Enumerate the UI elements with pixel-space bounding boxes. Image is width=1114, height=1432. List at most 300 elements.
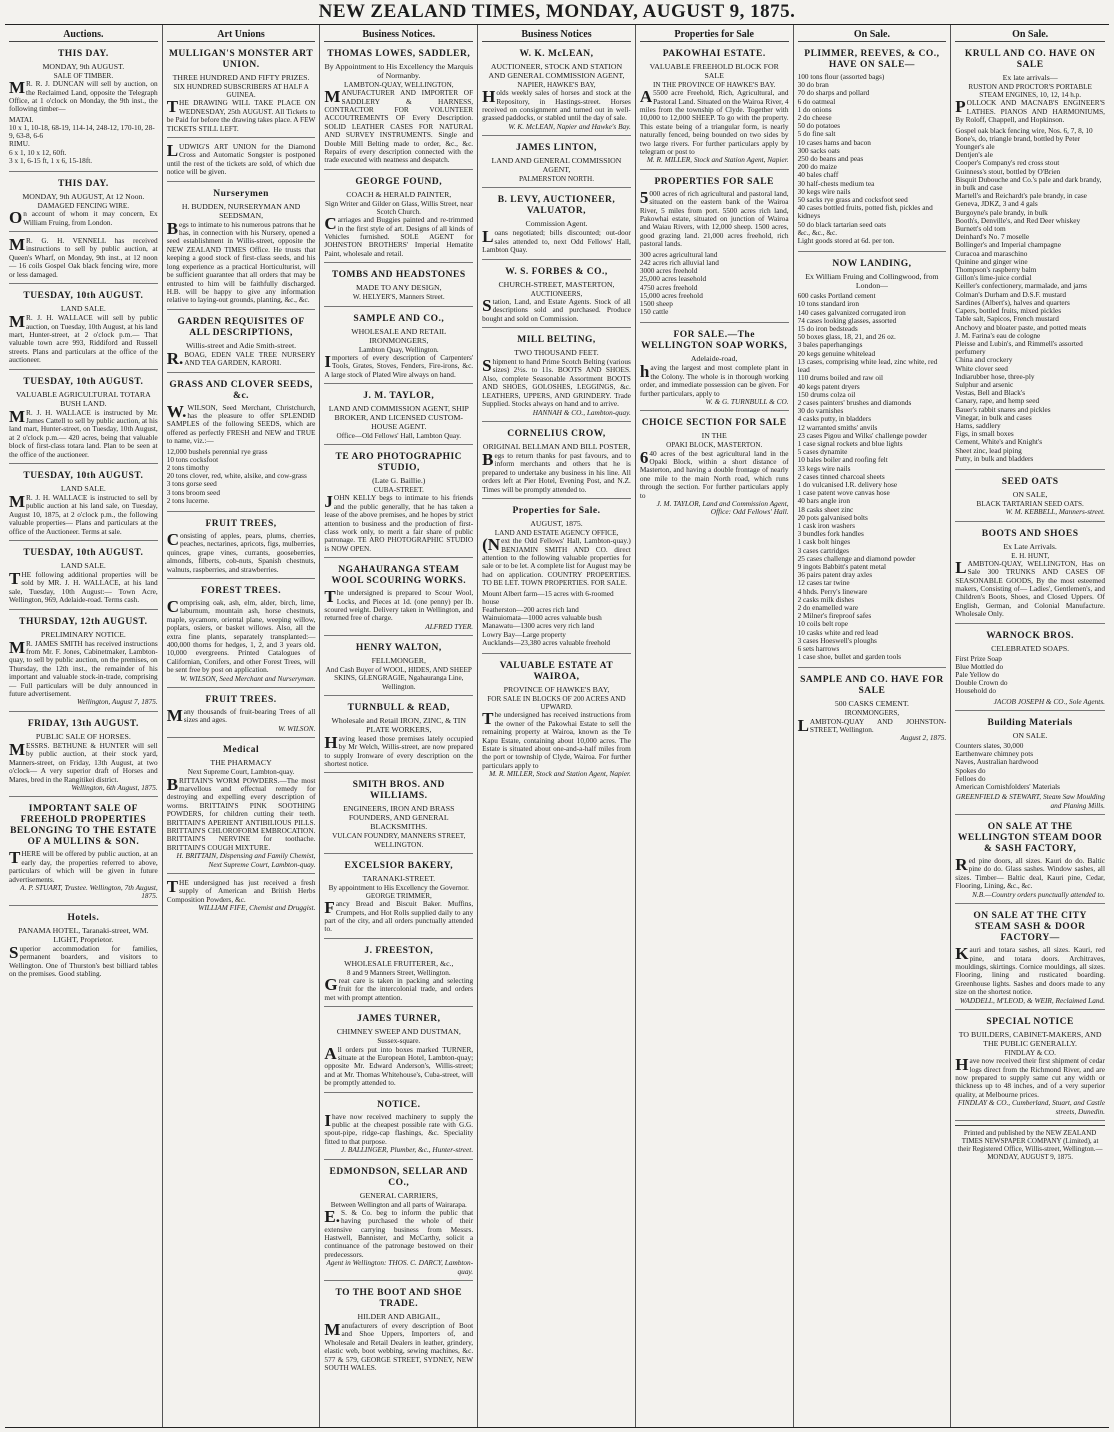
list-item: &c., &c., &c. — [797, 227, 838, 237]
advertisement — [9, 715, 158, 797]
advertisement — [955, 473, 1105, 522]
ad-body-text: having the largest and most complete plant in the Colony. The whole is in thorough working order, and immediate possession can be given. For further particulars, apply to — [639, 362, 789, 398]
ad-tagline: PALMERSTON NORTH. — [518, 175, 595, 184]
ad-signature: FINDLAY & CO., Cumberland, Stuart, and Castle streets, Dunedin. — [957, 1098, 1105, 1116]
ad-headline: WARNOCK BROS. — [986, 630, 1075, 641]
list-item: 40 bales chaff — [797, 170, 839, 180]
list-item: Indiarubber hose, three-ply — [955, 371, 1035, 381]
list-item: Household do — [955, 686, 997, 696]
ad-item-list — [955, 742, 1105, 791]
ad-tagline: By appointment to His Excellency the Governor. GEORGE TRIMMER, — [328, 883, 469, 901]
ad-subheading: Ex Late Arrivals. — [1003, 541, 1057, 551]
ad-item-list — [798, 73, 947, 245]
list-item: 25 cases challenge and diamond powder — [797, 553, 916, 563]
ad-tagline: BLACK TARTARIAN SEED OATS. — [976, 499, 1084, 508]
ad-tagline: NAPIER, HAWKE'S BAY, — [517, 81, 596, 89]
advertisement — [9, 467, 158, 541]
advertisement — [324, 1010, 473, 1092]
advertisement — [167, 691, 316, 738]
ad-signature: H. BRITTAIN, Dispensing and Family Chemist, Next Supreme Court, Lambton-quay. — [176, 851, 316, 869]
ad-tagline: Office—Old Fellows' Hall, Lambton Quay. — [336, 431, 462, 440]
ad-body-text: E.S. & Co. beg to inform the public that having purchased the whole of their extensive carrying business from Messrs. Hastwell, Bannister, and McCarthy, solicit a continuance of the patronage bestowed on their predecessors. — [324, 1206, 474, 1259]
list-item: 12,000 bushels perennial rye grass — [166, 446, 268, 456]
ad-body-text: Importers of every description of Carpenters' Tools, Grates, Stoves, Fenders, Fire-irons, &c. A large stock of Plated Wire always on hand. — [324, 351, 474, 379]
list-item: Thompson's raspberry balm — [955, 265, 1037, 275]
list-item: 10 casks white and red lead — [797, 627, 879, 637]
column-2 — [163, 25, 321, 1427]
ad-body-text: Comprising oak, ash, elm, alder, birch, lime, laburnum, mountain ash, horse chestnuts, maple, sycamore, oriental plane, weeping willow, poplars, osiers, or basket willows. Also, all the extra fine plants, separately transplanted:— 400,000 thorns for hedges, 1, 2, and 3 years old. 10,000 evergreens. Printed Catalogues of Californian, Conifers, and other Forest Trees, will be sent free by post on application. — [166, 597, 316, 675]
ad-signature: Agent in Wellington: THOS. C. DARCY, Lambton-quay. — [326, 1258, 474, 1276]
ad-tagline: Next Supreme Court, Lambton-quay. — [187, 768, 295, 777]
ad-subheading: MONDAY, 9th AUGUST. — [42, 62, 125, 71]
ad-headline: THOMAS LOWES, SADDLER, — [327, 49, 471, 59]
advertisement — [798, 45, 947, 252]
ad-headline: Medical — [222, 745, 260, 756]
list-item: Dentjen's ale — [955, 150, 993, 160]
advertisement — [324, 857, 473, 939]
column-heading: Art Unions — [167, 28, 316, 42]
ad-body-text: Begs to return thanks for past favours, and to inform merchants and others that he is prepared to undertake any business in his line. All orders left at Pier Hotel, Evening Post, and N.Z. Times will be promptly attended to. — [482, 449, 631, 494]
ad-signature: WADDELL, M'LEOD, & WEIR, Reclaimed Land. — [959, 995, 1105, 1005]
ad-item-list — [955, 127, 1105, 463]
list-item: 9 ingots Babbitt's patent metal — [797, 561, 887, 571]
ad-headline: KRULL AND CO. HAVE ON SALE — [964, 49, 1096, 70]
ad-tagline: VULCAN FOUNDRY, MANNERS STREET, WELLINGTON. — [332, 832, 466, 849]
list-item: 20 kegs genuine whitelead — [797, 348, 876, 358]
ad-body-text: Shipment to hand Prime Scotch Belting (various sizes) 2½s. to 11s. BOOTS AND SHOES. Also, complete Seasonable Assortment BOOTS AND SHOES, GOLOSHES, LEGGINGS, &c. LEATHERS, UPPERS, AND GRINDERY. Trade Supplied. Stocks always on hand and to arrive. — [482, 356, 631, 409]
ad-headline: W. S. FORBES & CO., — [505, 266, 608, 277]
list-item: 2 Milner's fireproof safes — [797, 611, 872, 621]
advertisement — [167, 877, 316, 917]
list-item: 18 casks sheet zinc — [797, 504, 854, 514]
ad-headline: EXCELSIOR BAKERY, — [344, 860, 454, 871]
ad-body-text: Carriages and Buggies painted and re-trimmed in the first style of art. Designs of all kinds of Vehicles furnished. SOLE AGENT for JOHNSTON BROTHERS' Imperial Hematite Paint, wholesale and retail. — [324, 214, 474, 258]
ad-headline: GEORGE FOUND, — [355, 176, 443, 187]
ad-subheading: AUGUST, 1875. — [530, 518, 583, 528]
list-item: 30 do bran — [797, 80, 829, 90]
ad-subheading: CHURCH-STREET, MASTERTON, — [498, 279, 615, 289]
list-item: Geneva, JDKZ, 3 and 4 gals — [955, 199, 1038, 209]
ad-body-text: Many thousands of fruit-bearing Trees of all sizes and ages. — [166, 706, 316, 726]
list-item: Martell's and Reichardt's pale brandy, in case — [955, 191, 1087, 201]
list-item: Anchovy and bloater paste, and potted meats — [955, 322, 1087, 332]
list-item: 5 do fine salt — [797, 129, 836, 139]
ad-tagline: RUSTON AND PROCTOR'S PORTABLE STEAM ENGINES, 10, 12, 14 h.p. — [968, 83, 1092, 100]
list-item: 13 cases, comprising white lead, zinc white, red lead — [797, 356, 938, 375]
ad-body-text: Manufacturers of every description of Boot and Shoe Uppers, Importers of, and Wholesale and Retail Dealers in leather, grindery, elastic web, boot webbing, sewing machines, &c. 577 & 579, GEORGE STREET, SYDNEY, NEW SOUTH WALES. — [324, 1320, 474, 1373]
ad-signature: GREENFIELD & STEWART, Steam Saw Moulding and Planing Mills. — [955, 792, 1105, 810]
list-item: Naves, Australian hardwood — [955, 757, 1039, 767]
column-5 — [636, 25, 794, 1427]
list-item: 30 half-chests medium tea — [797, 178, 875, 188]
ad-subheading: WHOLESALE AND RETAIL IRONMONGERS, — [351, 326, 447, 345]
advertisement — [955, 45, 1105, 470]
ad-tagline: IRONMONGERS, — [844, 709, 900, 718]
list-item: 23 cases Pigou and Wilks' challenge powder — [797, 430, 927, 440]
ad-subheading: LAND SALE. — [60, 561, 106, 570]
ad-body-text: JOHN KELLY begs to intimate to his friends and the public generally, that he has taken a lease of the above premises, and he hopes by strict attention to business and the production of first-class work only, to merit a fair share of public patronage. TE ARO PHOTOGRAPHIC STUDIO is NOW OPEN. — [324, 492, 474, 553]
list-item: J. M. Farina's eau de cologne — [955, 330, 1041, 340]
ad-body-text: LAMBTON-QUAY AND JOHNSTON-STREET, Wellington. — [797, 715, 947, 735]
advertisement — [482, 425, 631, 499]
ad-headline: Building Materials — [987, 718, 1073, 729]
ad-headline: EDMONDSON, SELLAR AND CO., — [329, 1166, 469, 1188]
list-item: 40 kegs patent dryers — [797, 381, 860, 391]
advertisement — [167, 376, 316, 512]
ad-subheading: LAND AND COMMISSION AGENT, SHIP BROKER, AND LICENSED CUSTOM-HOUSE AGENT. — [328, 403, 469, 431]
list-item: 30 do varnishes — [797, 406, 844, 416]
ad-headline: SAMPLE AND CO., — [353, 313, 445, 324]
ad-item-list — [640, 251, 789, 317]
list-item: Figs, in small boxes — [955, 429, 1014, 439]
ad-signature: W. & G. TURNBULL & CO. — [705, 396, 789, 406]
list-item: 140 cases galvanized corrugated iron — [797, 307, 906, 317]
list-item: 4750 acres freehold — [639, 282, 698, 292]
ad-subheading: PROVINCE OF HAWKE'S BAY, — [503, 685, 610, 695]
list-item: Curacoa and maraschino — [955, 248, 1028, 258]
ad-body-text: MR. J. H. WALLACE is instructed by Mr. James Cattell to sell by public auction, at his land mart, Hunter-street, on Tuesday, 10th August, at 2 o'clock p.m.— 420 acres, being that valuable block of first-class totara land. Plan to be seen at the office of the auctioneer. — [9, 406, 158, 459]
list-item: 242 acres rich alluvial land — [639, 257, 719, 267]
list-item: 15,000 acres freehold — [639, 290, 703, 300]
list-item: 150 cattle — [639, 307, 669, 317]
ad-body-text: Station, Land, and Estate Agents. Stock of all descriptions sold and purchased. Produce bought and sold on Commission. — [482, 295, 631, 323]
ad-body-text: Kauri and totara sashes, all sizes. Kauri, red pine, and totara doors. Architraves, mouldings, skirtings. Cornice mouldings, all sizes. Flooring, lining and rusticated boarding. Greenhouse lights. Sashes and doors made to any size on the shortest notice. — [955, 944, 1105, 997]
ad-headline: HENRY WALTON, — [355, 643, 442, 654]
advertisement — [798, 255, 947, 668]
advertisement — [167, 313, 316, 373]
ad-headline: MULLIGAN'S MONSTER ART UNION. — [168, 49, 314, 70]
ad-body-text: Fancy Bread and Biscuit Baker. Muffins, Crumpets, and Hot Rolls supplied daily to any part of the city, and all orders punctually attended to. — [324, 898, 474, 934]
list-item: Bauer's rabbit snares and pickles — [955, 404, 1051, 414]
ad-headline: TE ARO PHOTOGRAPHIC STUDIO, — [335, 452, 463, 474]
ad-headline: J. FREESTON, — [364, 945, 434, 956]
advertisement — [324, 942, 473, 1007]
ad-headline: PROPERTIES FOR SALE — [654, 176, 774, 187]
advertisement — [324, 266, 473, 306]
list-item: Bisquit Dubouche and Co.'s pale and dark brandy, in bulk and case — [955, 174, 1102, 193]
list-item: 150 drums colza oil — [797, 389, 856, 399]
list-item: 10 x 1, 10-18, 68-19, 114-14, 248-12, 170-10, 28-9, 63-8, 6-6 — [9, 123, 155, 141]
ad-subheading: 500 CASKS CEMENT. — [834, 699, 909, 709]
advertisement — [955, 627, 1105, 711]
ad-subheading: H. BUDDEN, NURSERYMAN AND SEEDSMAN, — [181, 201, 301, 220]
list-item: 200 do maize — [797, 162, 837, 172]
advertisement — [167, 515, 316, 579]
list-item: 6 sets harrows — [797, 644, 840, 653]
ad-headline: TUESDAY, 10th AUGUST. — [23, 548, 144, 558]
ad-body-text: Consisting of apples, pears, plums, cherries, peaches, nectarines, apricots, figs, mulberries, quinces, grape vines, currants, gooseberries, almonds, filberts, cob-nuts, Spanish chestnuts, walnuts, raspberries, and strawberries. — [166, 529, 316, 574]
list-item: 2 tons lucerne. — [166, 495, 210, 505]
advertisement — [9, 373, 158, 464]
list-item: 74 cases looking glasses, assorted — [797, 315, 897, 325]
column-heading: Business Notices — [482, 28, 631, 42]
ad-body-text: On account of whom it may concern, Ex William Fruing, from London. — [9, 208, 158, 228]
ad-body-text: Superior accommodation for families, permanent boarders, and visitors to Wellington. One of Thurston's best billiard tables on the premises. Good stabling. — [9, 942, 158, 978]
ad-subheading: Wholesale and Retail IRON, ZINC, & TIN PLATE WORKERS, — [331, 715, 467, 734]
ad-subheading: ORIGINAL BELLMAN AND BILL POSTER, — [482, 441, 631, 451]
masthead: NEW ZEALAND TIMES, MONDAY, AUGUST 9, 1875. — [5, 0, 1109, 25]
ad-subheading: CHIMNEY SWEEP AND DUSTMAN, — [336, 1027, 461, 1037]
ad-tagline: And Cash Buyer of WOOL, HIDES, AND SHEEP SKINS, GLENGRAGIE, Ngahauranga Line, Wellington. — [325, 666, 472, 691]
list-item: Featherston—200 acres rich land — [482, 605, 579, 614]
advertisement — [482, 657, 631, 783]
ad-tagline: LAMBTON-QUAY, WELLINGTON, — [343, 81, 454, 89]
list-item: 3 bales paperhangings — [797, 340, 863, 350]
ad-headline: FRUIT TREES. — [205, 695, 277, 706]
ad-subheading: TO BUILDERS, CABINET-MAKERS, AND THE PUBLIC GENERALLY. — [958, 1029, 1102, 1048]
advertisement — [9, 909, 158, 983]
ad-subheading: MONDAY, 9th AUGUST, At 12 Noon. — [22, 192, 145, 202]
list-item: 12 cases tar twine — [797, 578, 850, 588]
ad-tagline: Sign Writer and Gilder on Glass, Willis Street, near Scotch Church. — [324, 199, 473, 217]
column-heading: On Sale. — [798, 28, 947, 42]
ad-body-text: Holds weekly sales of horses and stock at the Repository, in Hastings-street. Horses received on consignment and turned out in well-grassed paddocks, or stabled until the day of sale. — [482, 87, 631, 123]
ad-subheading: HILDER AND ABIGAIL, — [357, 1312, 441, 1322]
list-item: Bone's, do, triangle brand, bottled by Peter Younger's ale — [955, 133, 1081, 152]
ad-headline: THURSDAY, 12th AUGUST. — [19, 616, 148, 627]
ad-signature: J. BALLINGER, Plumber, &c., Hunter-street. — [341, 1145, 474, 1155]
list-item: 4 casks putty, in bladders — [797, 414, 872, 424]
ad-signature: HANNAH & CO., Lambton-quay. — [532, 407, 631, 417]
ad-item-list — [167, 448, 316, 505]
ad-item-list — [9, 116, 158, 165]
column-heading: Auctions. — [9, 28, 158, 42]
ad-subheading: ON SALE, — [1012, 489, 1048, 499]
columns — [5, 25, 1109, 1428]
ad-signature: JACOB JOSEPH & CO., Sole Agents. — [993, 696, 1105, 706]
list-item: 100 tons flour (assorted bags) — [797, 72, 885, 81]
ad-headline: W. K. McLEAN, — [519, 49, 594, 59]
list-item: First Prize Soap — [955, 653, 1002, 663]
advertisement — [9, 287, 158, 369]
ad-headline: SMITH BROS. AND WILLIAMS. — [352, 780, 445, 802]
ad-body-text: 5000 acres of rich agricultural and pastoral land, situated on the eastern bank of the Wairoa River, 5 miles from port. 5500 acres rich land, Pakowhai estate, situated on junction of Wairoa and Waiau Rivers, with 12,000 sheep. 1500 acres, good grazing land. 21,000 acres freehold, rich pastoral lands. — [639, 187, 789, 249]
ad-tagline: OPAKI BLOCK, MASTERTON. — [666, 441, 763, 450]
list-item: Wainuiomata—1000 acres valuable bush — [482, 613, 602, 623]
list-item: 300 sacks oats — [797, 145, 840, 155]
ad-subheading: PANAMA HOTEL, Taranaki-street, WM. LIGHT, Proprietor. — [18, 925, 149, 944]
ad-subheading: CELEBRATED SOAPS. — [991, 643, 1070, 653]
ad-tagline: W. HELYER'S, Manners Street. — [352, 293, 445, 302]
ad-headline: SPECIAL NOTICE — [986, 1016, 1074, 1027]
list-item: Aucklands—23,380 acres valuable freehold — [482, 637, 611, 647]
list-item: 10 coils belt rope — [797, 619, 849, 629]
ad-headline: ON SALE AT THE CITY STEAM SASH & DOOR FACTORY— — [973, 911, 1087, 944]
ad-tagline: IN THE PROVINCE OF HAWKE'S BAY. — [653, 81, 776, 89]
advertisement — [9, 235, 158, 284]
list-item: Sheet zinc, lead piping — [955, 445, 1022, 455]
ad-subheading: COACH & HERALD PAINTER, — [346, 189, 452, 199]
ad-signature: August 2, 1875. — [900, 733, 947, 743]
list-item: 1 case patent wove canvas hose — [797, 488, 890, 498]
ad-headline: PLIMMER, REEVES, & CO., HAVE ON SALE— — [804, 49, 940, 70]
list-item: 10 tons cocksfoot — [166, 454, 219, 464]
list-item: 10 tons standard iron — [797, 299, 859, 309]
ad-headline: BOOTS AND SHOES — [981, 528, 1079, 539]
ad-body-text: Begs to intimate to his numerous patrons that he has, in connection with his Nursery, opened a seed establishment in Willis-street, opposite the NEW ZEALAND TIMES Office. He trusts that keeping a good stock of first-class seeds, and his long experience as a practical Horticulturist, will be sufficient guarantee that all orders that may be entrusted to him will be faithfully discharged. H.B. will be happy to give any information relative to laying-out grounds, planting, &c., &c. — [166, 218, 316, 305]
list-item: 10 cases hams and bacon — [797, 137, 871, 147]
list-item: Hams, saddlery — [955, 420, 1001, 430]
ad-tagline: SIX HUNDRED SUBSCRIBERS AT HALF A GUINEA. — [173, 83, 309, 100]
list-item: 30 kegs wire nails — [797, 186, 851, 196]
list-item: 6 do oatmeal — [797, 96, 836, 106]
list-item: Booth's, Denville's, and Red Deer whiskey — [955, 215, 1081, 225]
ad-headline: TUESDAY, 10th AUGUST. — [23, 470, 144, 481]
ad-signature: W. M. KEBBELL, Manners-street. — [1005, 507, 1105, 517]
list-item: 10 bales boiler and roofing felt — [797, 455, 888, 465]
ad-subheading: VALUABLE AGRICULTURAL TOTARA BUSH LAND. — [15, 389, 151, 408]
advertisement — [324, 1284, 473, 1376]
list-item: 3 cases cartridges — [797, 545, 850, 555]
advertisement — [167, 741, 316, 874]
ad-item-list — [955, 655, 1105, 696]
ad-subheading: THE PHARMACY — [210, 758, 272, 768]
ad-subheading: AUCTIONEER, STOCK AND STATION AND GENERAL COMMISSION AGENT, — [488, 62, 625, 80]
ad-headline: THIS DAY. — [57, 179, 109, 190]
list-item: 1500 sheep — [639, 298, 673, 308]
ad-signature: M. R. MILLER, Stock and Station Agent, Napier. — [646, 155, 789, 165]
ad-signature: A. P. STUART, Trustee. Wellington, 7th August, 1875. — [20, 882, 158, 901]
ad-subheading: MADE TO ANY DESIGN, — [355, 283, 442, 293]
list-item: 36 pairs patent dray axles — [797, 570, 873, 580]
ad-subheading: (Late G. Baillie.) — [372, 476, 426, 486]
advertisement — [324, 639, 473, 696]
ad-subheading: By Appointment to His Excellency the Marquis of Normanby. — [324, 62, 474, 80]
list-item: Sardines (Albert's), halves and quarters — [955, 297, 1070, 307]
advertisement — [482, 45, 631, 136]
ad-subheading: LAND AND GENERAL COMMISSION AGENT, — [491, 156, 622, 175]
ad-signature: WILLIAM FIFE, Chemist and Druggist. — [198, 903, 316, 913]
list-item: Pleisse and Lubin's, and Rimmell's assorted perfumery — [955, 338, 1083, 357]
ad-subheading: Commission Agent. — [525, 219, 588, 229]
ad-body-text: Red pine doors, all sizes. Kauri do do. Baltic pine do do. Glass sashes. Window sashes, all sizes. Timber— Baltic deal, Kauri pine, Cedar, Flooring, Lining, &c., &c. — [955, 855, 1105, 891]
advertisement — [955, 1013, 1105, 1121]
list-item: 50 do potatoes — [797, 121, 841, 131]
list-item: Bollinger's and Imperial champagne — [955, 240, 1061, 250]
advertisement — [482, 331, 631, 422]
column-heading: Properties for Sale — [640, 28, 789, 42]
list-item: Felloes do — [955, 773, 986, 783]
advertisement — [167, 582, 316, 688]
advertisement — [9, 175, 158, 232]
list-item: Blue Mottled do — [955, 661, 1004, 671]
ad-body-text: LAMBTON-QUAY, WELLINGTON, Has on Sale 300 TRUNKS AND CASES OF SEASONABLE GOODS, By the most esteemed makers, Consisting of— Ladies', Gentlemen's, and Children's Boots, Shoes, and Closed Uppers. Of English, German, and Colonial Manufacture. Wholesale Only. — [955, 557, 1105, 619]
ad-subheading: Willis-street and Adie Smith-street. — [186, 340, 297, 350]
list-item: Counters slates, 30,000 — [955, 741, 1024, 751]
ad-headline: Hotels. — [67, 912, 100, 923]
list-item: 3 tons broom seed — [166, 487, 221, 497]
ad-headline: JAMES TURNER, — [357, 1014, 441, 1025]
list-item: 3000 acres freehold — [639, 266, 698, 276]
ad-body-text: The undersigned has received instructions from the owner of the Pakowhai Estate to sell the remaining property at Wairoa, known as the Te Kapu Estate, containing about 10,000 acres. The Estate is situated about one-and-a-half miles from the port or township of Clyde, Wairoa. For further particulars apply to — [482, 709, 631, 770]
list-item: 15 do iron bedsteads — [797, 324, 858, 334]
list-item: 1 case shoe, bullet and garden tools — [797, 652, 902, 662]
ad-item-list — [482, 590, 631, 647]
list-item: Double Crown do — [955, 678, 1008, 688]
list-item: China and crockery — [955, 355, 1013, 365]
ad-tagline: Between Wellington and all parts of Wairarapa. — [330, 1200, 467, 1209]
advertisement — [798, 671, 947, 746]
list-item: 50 boxes glass, 18, 21, and 26 oz. — [797, 332, 896, 342]
list-item: Light goods stored at 6d. per ton. — [797, 236, 895, 246]
ad-body-text: MR. JAMES SMITH has received instructions from Mr. F. Jones, Cabinetmaker, Lambton-quay, to sell by public auction, on the premises, on Thursday, the 12th inst., the remainder of his important and valuable stock-in-trade, comprising— Full particulars will be duly announced in future advertisement. — [9, 637, 158, 699]
ad-headline: NOW LANDING, — [832, 259, 912, 270]
list-item: Burnett's old tom — [955, 224, 1006, 234]
ad-body-text: A5500 acre Freehold, Rich, Agricultural, and Pastoral Land. Situated on the Wairoa River, 4 miles from the township of Clyde. Together with 10,000 to 12,000 SHEEP. To go with the property. This estate being of a triangular form, is nearly naturally fenced, being bounded on two sides by two large rivers. For further particulars apply by telegram or post to — [639, 87, 789, 157]
ad-subheading: FELLMONGER, — [371, 656, 426, 666]
ad-tagline: AUCTIONEERS, — [530, 289, 583, 298]
list-item: 600 casks Portland cement — [797, 291, 876, 301]
advertisement — [324, 310, 473, 384]
ad-body-text: The undersigned is prepared to Scour Wool, Locks, and Pieces at 1d. (one penny) per lb. scoured weight. Delivery taken in Wellington, and returned free of charge. — [324, 587, 474, 623]
list-item: 25,000 acres leasehold — [639, 274, 707, 284]
list-item: Colman's Durham and D.S.F. mustard — [955, 289, 1067, 299]
column-7 — [951, 25, 1109, 1427]
ad-subheading: TARANAKI-STREET. — [362, 873, 436, 883]
ad-subheading: LAND SALE. — [60, 483, 106, 493]
list-item: Deinhard's No. 7 moselle — [955, 232, 1030, 242]
advertisement — [9, 613, 158, 712]
ad-headline: SEED OATS — [1001, 476, 1059, 487]
column-heading: Business Notices. — [324, 28, 473, 42]
ad-headline: TURNBULL & READ, — [347, 702, 450, 713]
ad-body-text: MR. J. H. WALLACE is instructed to sell by public auction at his land sale, on Tuesday, August 10, 1875, at 2 o'clock p.m., the following valuable properties— Plans and particulars at the office of the Auctioneer. Terms at sale. — [9, 491, 158, 536]
list-item: 300 acres agricultural land — [639, 249, 718, 259]
ad-body-text: POLLOCK AND MACNAB'S ENGINEER'S LATHES. PIANOS AND HARMONIUMS, By Roloff, Chappell, and Hopkinson. — [955, 97, 1105, 125]
ad-tagline: E. H. HUNT, — [1011, 551, 1050, 560]
ad-body-text: THERE will be offered by public auction, at an early day, the properties referred to above, particulars of which will be given in future advertisements. — [9, 848, 158, 884]
list-item: Cooper's Company's red cross stout — [955, 158, 1060, 168]
list-item: 12 warranted smiths' anvils — [797, 422, 878, 432]
list-item: 20 pots galvanised bolts — [797, 512, 868, 522]
advertisement — [9, 45, 158, 172]
list-item: 1 cask bolt hinges — [797, 537, 851, 547]
advertisement — [482, 139, 631, 188]
advertisement — [482, 263, 631, 328]
ad-headline: FRUIT TREES, — [205, 518, 277, 529]
column-3 — [320, 25, 478, 1427]
list-item: 6 x 1, 10 x 12, 60ft. — [9, 147, 67, 157]
advertisement — [482, 191, 631, 259]
ad-headline: MILL BELTING, — [517, 335, 596, 346]
ad-headline: JAMES LINTON, — [516, 143, 597, 154]
ad-headline: J. M. TAYLOR, — [363, 390, 435, 401]
list-item: 2 tons timothy — [166, 462, 209, 472]
ad-headline: IMPORTANT SALE OF FREEHOLD PROPERTIES BELONGING TO THE ESTATE OF A MULLINS & SON. — [10, 804, 157, 848]
ad-body-text: Loans negotiated; bills discounted; out-door sales attended to, next Odd Fellows' Hall, Lambton Quay. — [482, 227, 631, 255]
ad-body-text: LUDWIG'S ART UNION for the Diamond Cross and Automatic Songster is postponed until the rest of the tickets are sold, of which due notice will be given. — [166, 141, 316, 177]
list-item: 3 bundles fork handles — [797, 529, 864, 539]
ad-signature: W. WILSON. — [278, 723, 316, 733]
advertisement — [324, 1163, 473, 1281]
advertisement — [955, 714, 1105, 815]
ad-subheading: THREE HUNDRED AND FIFTY PRIZES. — [172, 73, 310, 82]
list-item: 250 do beans and peas — [797, 154, 864, 164]
advertisement — [955, 818, 1105, 904]
list-item: Vinegar, in bulk and cases — [955, 412, 1032, 422]
list-item: 3 cases Hoeswell's ploughs — [797, 635, 877, 645]
advertisement — [167, 141, 316, 182]
ad-body-text: MR. R. J. DUNCAN will sell by auction, on the Reclaimed Land, opposite the Telegraph Office, at 1 o'clock on Monday, the 9th inst., the following timber— — [9, 78, 158, 114]
list-item: 3 x 1, 6-15 ft, 1 x 6, 15-18ft. — [9, 155, 93, 165]
advertisement — [955, 525, 1105, 624]
advertisement — [167, 185, 316, 310]
ad-signature: W. WILSON, Seed Merchant and Nurseryman. — [180, 673, 316, 683]
advertisement — [324, 699, 473, 774]
list-item: 33 kegs wire nails — [797, 463, 851, 473]
ad-headline: B. LEVY, AUCTIONEER, VALUATOR, — [497, 195, 616, 217]
advertisement — [640, 45, 789, 170]
